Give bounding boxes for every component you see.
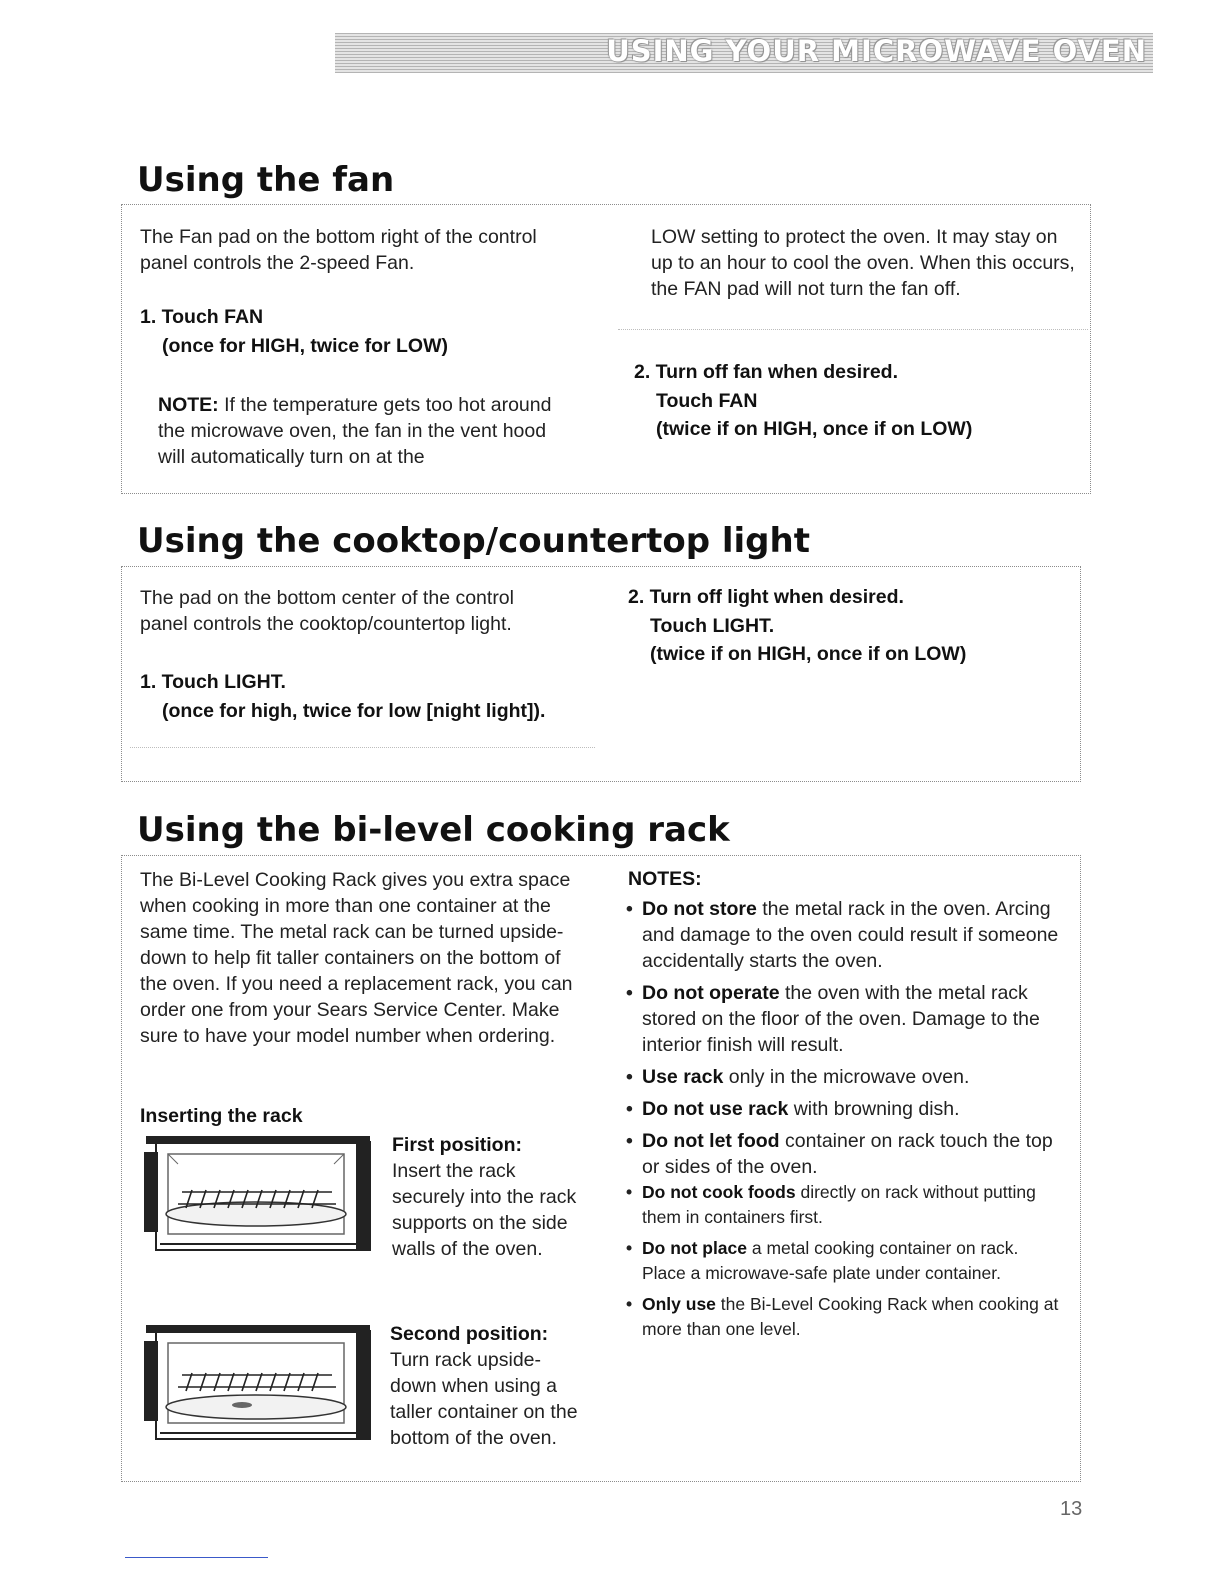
note-text: with browning dish. bbox=[788, 1098, 960, 1120]
fan-step-2-title: 2. Turn off fan when desired. bbox=[634, 361, 898, 383]
note-text: the Bi-Level Cooking Rack when cooking at more than one level. bbox=[642, 1294, 1059, 1339]
first-position bbox=[392, 1132, 582, 1262]
note-text: directly on rack without putting them in containers first. bbox=[642, 1182, 1036, 1227]
note-text: container on rack touch the top or sides of the oven. bbox=[642, 1130, 1053, 1178]
note-text: a metal cooking container on rack. Place a microwave-safe plate under container. bbox=[642, 1238, 1019, 1283]
fan-intro: The Fan pad on the bottom right of the control panel controls the 2-speed Fan. bbox=[140, 226, 537, 274]
note-bold: Do not place bbox=[642, 1238, 748, 1258]
second-position-label: Second position: bbox=[390, 1323, 549, 1345]
fan-step-1 bbox=[140, 303, 448, 360]
light-step-2-title: 2. Turn off light when desired. bbox=[628, 586, 904, 608]
fan-note-text: If the temperature gets too hot around the microwave oven, the fan in the vent hood will automatically turn on at the bbox=[158, 394, 552, 468]
second-position bbox=[390, 1321, 580, 1451]
second-position-text: Turn rack upside-down when using a taller container on the bottom of the oven. bbox=[390, 1349, 578, 1449]
fan-step-2-sub1: Touch FAN bbox=[656, 389, 758, 412]
note-text: only in the microwave oven. bbox=[723, 1066, 970, 1088]
note-item bbox=[626, 1064, 1064, 1090]
light-step-2-sub2: (twice if on HIGH, once if on LOW) bbox=[650, 643, 967, 665]
banner-title: USING YOUR MICROWAVE OVEN bbox=[606, 34, 1147, 68]
light-step-1-sub: (once for high, twice for low [night light]). bbox=[162, 699, 546, 722]
first-position-label: First position: bbox=[392, 1134, 522, 1156]
fan-note bbox=[158, 392, 578, 470]
note-bold: Do not cook foods bbox=[642, 1182, 796, 1202]
fan-note-continued: LOW setting to protect the oven. It may stay on up to an hour to cool the oven. When this occurs, the FAN pad will not turn the fan off. bbox=[651, 226, 1075, 300]
note-item bbox=[626, 1292, 1064, 1342]
note-item bbox=[626, 1236, 1064, 1286]
light-step-2 bbox=[628, 583, 966, 669]
light-step-2-sub1: Touch LIGHT. bbox=[650, 614, 775, 637]
note-item bbox=[626, 1128, 1064, 1180]
section-banner bbox=[335, 33, 1153, 73]
fan-heading: Using the fan bbox=[137, 160, 395, 200]
first-position-text: Insert the rack securely into the rack supports on the side walls of the oven. bbox=[392, 1160, 577, 1260]
rack-heading: Using the bi-level cooking rack bbox=[137, 810, 730, 850]
light-step-1-title: 1. Touch LIGHT. bbox=[140, 671, 286, 693]
note-item bbox=[626, 1180, 1064, 1230]
note-text: the metal rack in the oven. Arcing and damage to the oven could result if someone accidentally starts the oven. bbox=[642, 898, 1059, 972]
note-bold: Do not let food bbox=[642, 1130, 780, 1152]
note-bold: Only use bbox=[642, 1294, 716, 1314]
note-bold: Do not operate bbox=[642, 982, 780, 1004]
page-number: 13 bbox=[1060, 1498, 1083, 1520]
light-step-1 bbox=[140, 668, 545, 725]
note-item bbox=[626, 1096, 1064, 1122]
fan-step-1-title: 1. Touch FAN bbox=[140, 306, 264, 328]
rack-intro: The Bi-Level Cooking Rack gives you extra space when cooking in more than one container at the same time. The metal rack can be turned upside-down to help fit taller containers on the bottom of the oven. If you need a replacement rack, you can order one from your Sears Service Center. Make sure to have your model number when ordering. bbox=[140, 869, 573, 1047]
light-divider bbox=[130, 747, 595, 748]
fan-step-1-sub: (once for HIGH, twice for LOW) bbox=[162, 334, 448, 357]
note-bold: Use rack bbox=[642, 1066, 724, 1088]
note-item bbox=[626, 980, 1064, 1058]
second-position-illustration bbox=[142, 1323, 374, 1445]
note-bold: Do not use rack bbox=[642, 1098, 789, 1120]
inserting-rack-label: Inserting the rack bbox=[140, 1105, 303, 1127]
notes-label: NOTES: bbox=[628, 868, 702, 890]
light-intro: The pad on the bottom center of the control panel controls the cooktop/countertop light. bbox=[140, 587, 514, 635]
light-heading: Using the cooktop/countertop light bbox=[137, 521, 810, 561]
notes-list bbox=[626, 896, 1064, 1348]
note-bold: Do not store bbox=[642, 898, 757, 920]
note-text: the oven with the metal rack stored on the floor of the oven. Damage to the interior finish will result. bbox=[642, 982, 1040, 1056]
fan-note-label: NOTE: bbox=[158, 394, 219, 416]
fan-divider bbox=[618, 329, 1088, 330]
fan-step-2-sub2: (twice if on HIGH, once if on LOW) bbox=[656, 418, 973, 440]
note-item bbox=[626, 896, 1064, 974]
first-position-illustration bbox=[142, 1134, 374, 1256]
footer-rule bbox=[125, 1557, 268, 1558]
fan-step-2 bbox=[634, 358, 972, 444]
